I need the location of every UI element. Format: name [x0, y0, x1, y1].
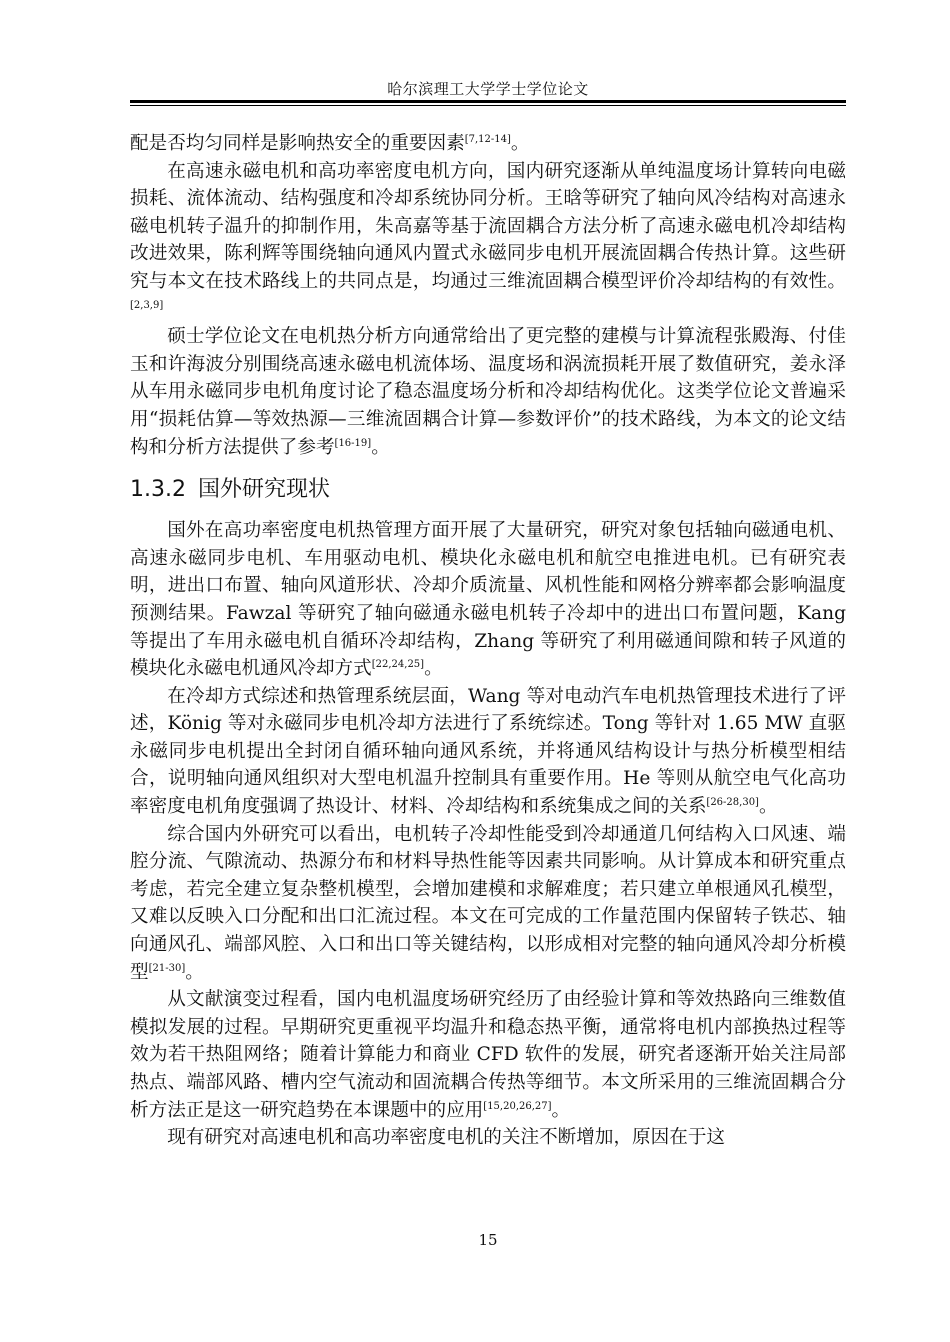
citation: [2,3,9]: [130, 299, 164, 311]
citation: [15,20,26,27]: [483, 1100, 552, 1112]
body-text: [130, 130, 846, 1152]
paragraph: [130, 986, 846, 1124]
paragraph-tail: 。: [510, 133, 530, 154]
section-number: 1.3.2: [130, 477, 186, 503]
paragraph-text: 硕士学位论文在电机热分析方向通常给出了更完整的建模与计算流程张殿海、付佳玉和许海波分别围绕高速永磁电机流体场、温度场和涡流损耗开展了数值研究，姜永泽从车用永磁同步电机角度讨论了稳态温度场分析和冷却结构优化。这类学位论文普遍采用“损耗估算—等效热源—三维流固耦合计算—参数评价”的技术路线，为本文的论文结构和分析方法提供了参考: [130, 326, 846, 458]
section-heading: [130, 475, 846, 505]
running-header: 哈尔滨理工大学学士学位论文: [387, 80, 589, 98]
paragraph-text: 从文献演变过程看，国内电机温度场研究经历了由经验计算和等效热路向三维数值模拟发展的过程。早期研究更重视平均温升和稳态热平衡，通常将电机内部换热过程等效为若干热阻网络；随着计算能力和商业 CFD 软件的发展，研究者逐渐开始关注局部热点、端部风路、槽内空气流动和固流耦合传热等细节。本文所采用的三维流固耦合分析方法正是这一研究趋势在本课题中的应用: [130, 989, 846, 1121]
paragraph: [130, 158, 846, 324]
paragraph: [130, 323, 846, 461]
citation: [22,24,25]: [371, 659, 425, 671]
paragraph: [130, 683, 846, 821]
paragraph-text: 国外在高功率密度电机热管理方面开展了大量研究，研究对象包括轴向磁通电机、高速永磁同步电机、车用驱动电机、模块化永磁电机和航空电推进电机。已有研究表明，进出口布置、轴向风道形状、冷却介质流量、风机性能和网格分辨率都会影响温度预测结果。Fawzal 等研究了轴向磁通永磁电机转子冷却中的进出口布置问题，Kang 等提出了车用永磁电机自循环冷却结构，Zhang 等研究了利用磁通间隙和转子风道的模块化永磁电机通风冷却方式: [130, 520, 846, 680]
header-rule-thin: [130, 105, 846, 106]
citation: [7,12-14]: [464, 134, 511, 145]
header-rule-thick: [130, 100, 846, 103]
paragraph: [130, 1124, 846, 1152]
paragraph: [130, 517, 846, 683]
paragraph-text: 在高速永磁电机和高功率密度电机方向，国内研究逐渐从单纯温度场计算转向电磁损耗、流体流动、结构强度和冷却系统协同分析。王晗等研究了轴向风冷结构对高速永磁电机转子温升的抑制作用，朱高嘉等基于流固耦合方法分析了高速永磁电机冷却结构改进效果，陈利辉等围绕轴向通风内置式永磁同步电机开展流固耦合传热计算。这些研究与本文在技术路线上的共同点是，均通过三维流固耦合模型评价冷却结构的有效性。: [130, 160, 846, 292]
section-title: 国外研究现状: [197, 477, 330, 503]
citation: [16-19]: [334, 437, 372, 449]
paragraph-text: 在冷却方式综述和热管理系统层面，Wang 等对电动汽车电机热管理技术进行了评述，König 等对永磁同步电机冷却方法进行了系统综述。Tong 等针对 1.65 MW 直驱永磁同步电机提出全封闭自循环轴向通风系统，并将通风结构设计与热分析模型相结合，说明轴向通风组织对大型电机温升控制具有重要作用。He 等则从航空电气化高功率密度电机角度强调了热设计、材料、冷却结构和系统集成之间的关系: [130, 685, 846, 818]
citation: [21-30]: [148, 962, 186, 974]
paragraph-tail: 。: [185, 961, 204, 983]
paragraph: [130, 821, 846, 987]
paragraph-text: 综合国内外研究可以看出，电机转子冷却性能受到冷却通道几何结构入口风速、端腔分流、气隙流动、热源分布和材料导热性能等因素共同影响。从计算成本和研究重点考虑，若完全建立复杂整机模型，会增加建模和求解难度；若只建立单根通风孔模型，又难以反映入口分配和出口汇流过程。本文在可完成的工作量范围内保留转子铁芯、轴向通风孔、端部风腔、入口和出口等关键结构，以形成相对完整的轴向通风冷却分析模型: [130, 823, 846, 983]
paragraph: [130, 130, 846, 158]
paragraph-text: 现有研究对高速电机和高功率密度电机的关注不断增加，原因在于这: [167, 1127, 726, 1149]
citation: [26-28,30]: [706, 797, 759, 809]
paragraph-tail: 。: [758, 796, 778, 818]
paragraph-tail: 。: [551, 1099, 571, 1121]
paragraph-tail: 。: [424, 658, 443, 680]
page-number: 15: [478, 1231, 498, 1249]
paragraph-text: 配是否均匀同样是影响热安全的重要因素: [130, 133, 465, 154]
paragraph-tail: 。: [371, 436, 390, 458]
